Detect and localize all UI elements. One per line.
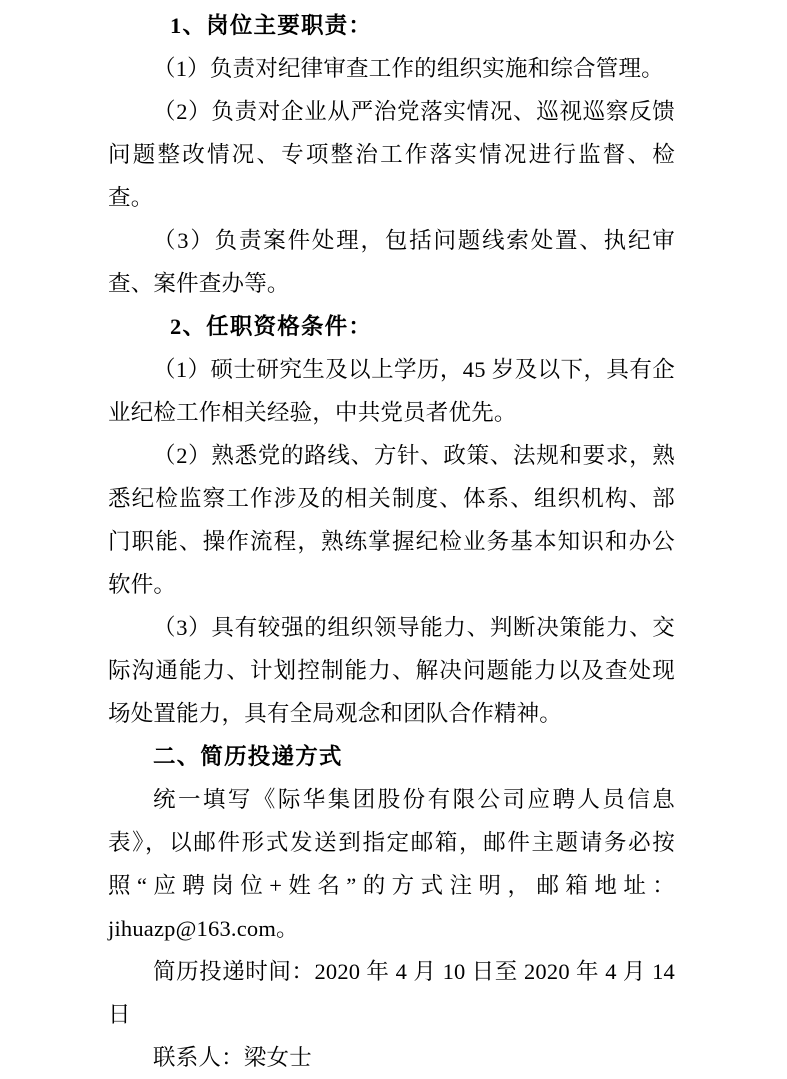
paragraph-submission-instructions: 统一填写《际华集团股份有限公司应聘人员信息表》，以邮件形式发送到指定邮箱，邮件主题请务必按照“应聘岗位+姓名”的方式注明，邮箱地址：jihuazp@163.com。	[108, 787, 675, 941]
paragraph-duty-2: （2）负责对企业从严治党落实情况、巡视巡察反馈问题整改情况、专项整治工作落实情况进行监督、检查。	[108, 99, 675, 210]
document-body	[108, 0, 675, 1079]
paragraph-contact-person: 联系人：梁女士	[153, 1045, 312, 1070]
paragraph-duty-3: （3）负责案件处理，包括问题线索处置、执纪审查、案件查办等。	[108, 228, 675, 296]
section-heading-resume-submission: 二、简历投递方式	[153, 744, 343, 769]
paragraph-qualification-2: （2）熟悉党的路线、方针、政策、法规和要求，熟悉纪检监察工作涉及的相关制度、体系、组织机构、部门职能、操作流程，熟练掌握纪检业务基本知识和办公软件。	[108, 443, 675, 597]
section-heading-qualifications: 2、任职资格条件：	[170, 314, 373, 339]
paragraph-duty-1: （1）负责对纪律审查工作的组织实施和综合管理。	[153, 56, 664, 81]
paragraph-submission-period: 简历投递时间：2020 年 4 月 10 日至 2020 年 4 月 14 日	[108, 959, 675, 1027]
paragraph-qualification-1: （1）硕士研究生及以上学历，45 岁及以下，具有企业纪检工作相关经验，中共党员者优先。	[108, 357, 675, 425]
paragraph-qualification-3: （3）具有较强的组织领导能力、判断决策能力、交际沟通能力、计划控制能力、解决问题能力以及查处现场处置能力，具有全局观念和团队合作精神。	[108, 615, 675, 726]
section-heading-job-duties: 1、岗位主要职责：	[170, 13, 373, 38]
